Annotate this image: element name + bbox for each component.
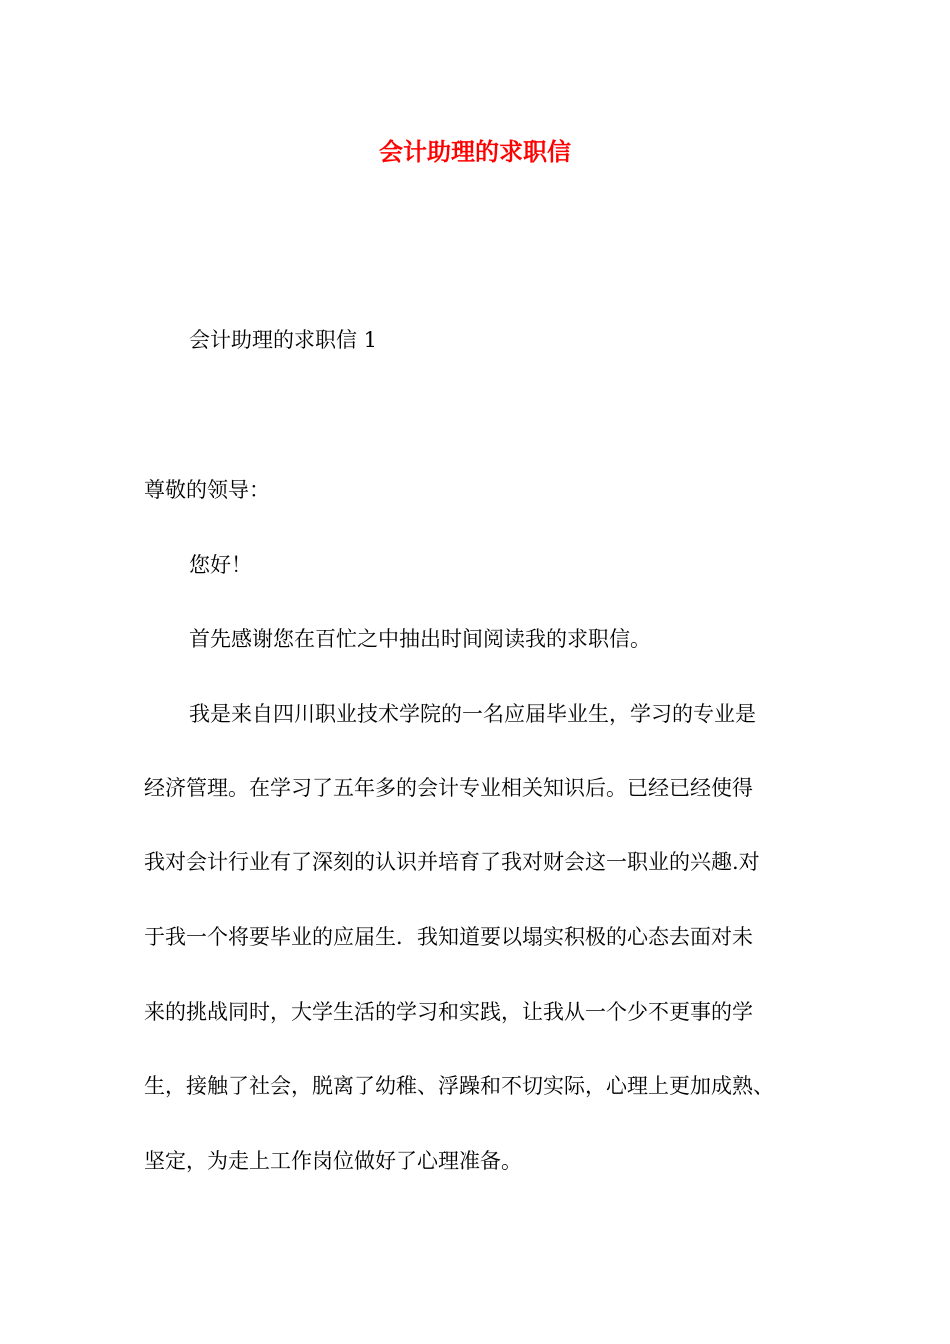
body-line: 我对会计行业有了深刻的认识并培育了我对财会这一职业的兴趣.对 (144, 850, 760, 874)
body-line: 来的挑战同时，大学生活的学习和实践，让我从一个少不更事的学 (144, 1000, 753, 1024)
body-line: 坚定，为走上工作岗位做好了心理准备。 (144, 1149, 522, 1173)
body-line: 首先感谢您在百忙之中抽出时间阅读我的求职信。 (189, 627, 651, 651)
salutation: 尊敬的领导： (144, 478, 270, 502)
section-heading: 会计助理的求职信 1 (189, 328, 378, 352)
document-title: 会计助理的求职信 (379, 137, 571, 166)
greeting: 您好！ (189, 553, 252, 577)
body-line: 于我一个将要毕业的应届生．我知道要以塌实积极的心态去面对未 (144, 925, 753, 949)
body-line: 我是来自四川职业技术学院的一名应届毕业生，学习的专业是 (189, 702, 756, 726)
body-line: 生，接触了社会，脱离了幼稚、浮躁和不切实际，心理上更加成熟、 (144, 1074, 774, 1098)
body-line: 经济管理。在学习了五年多的会计专业相关知识后。已经已经使得 (144, 776, 753, 800)
